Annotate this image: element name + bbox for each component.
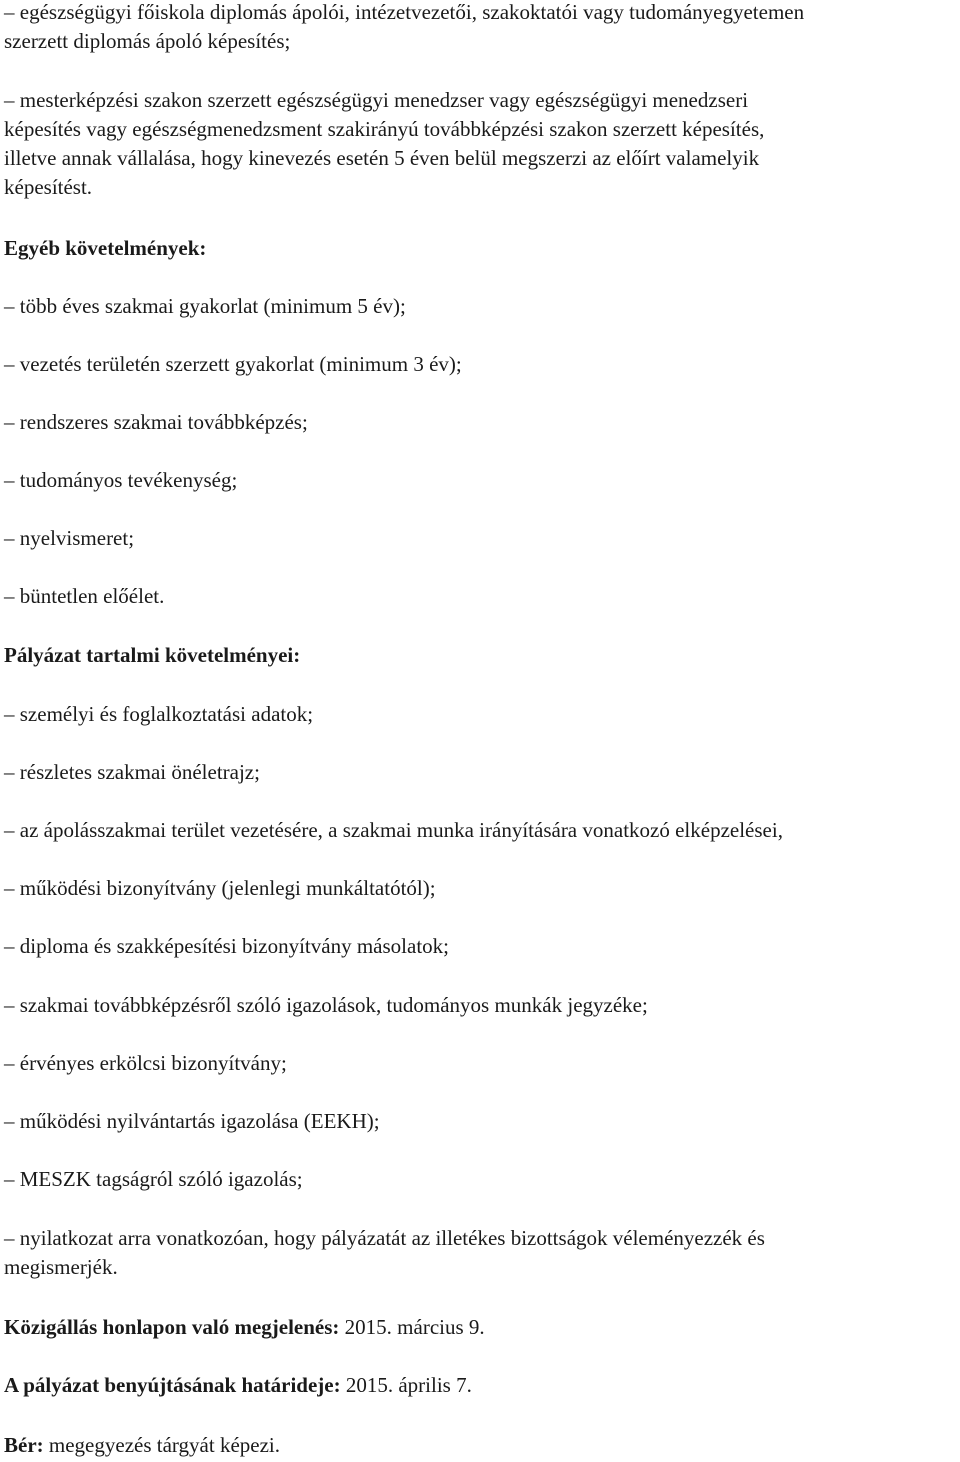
list-item: – működési bizonyítvány (jelenlegi munkáltatótól);: [4, 876, 436, 900]
salary-value: megegyezés tárgyát képezi.: [43, 1433, 280, 1457]
list-item: – tudományos tevékenység;: [4, 468, 238, 492]
list-item: – nyilatkozat arra vonatkozóan, hogy pályázatát az illetékes bizottságok véleményezzék és: [4, 1226, 765, 1250]
list-item: – az ápolásszakmai terület vezetésére, a szakmai munka irányítására vonatkozó elképzelései,: [4, 818, 783, 842]
publication-date-value: 2015. március 9.: [339, 1315, 485, 1339]
publication-date-label: Közigállás honlapon való megjelenés:: [4, 1315, 340, 1339]
list-item: – büntetlen előélet.: [4, 584, 165, 608]
list-item: – diploma és szakképesítési bizonyítvány másolatok;: [4, 934, 449, 958]
list-item: – vezetés területén szerzett gyakorlat (minimum 3 év);: [4, 352, 462, 376]
list-item: – részletes szakmai önéletrajz;: [4, 760, 260, 784]
section-heading-other-requirements: Egyéb követelmények:: [4, 236, 207, 260]
requirement-item-line: képesítést.: [4, 175, 93, 199]
list-item: – nyelvismeret;: [4, 526, 135, 550]
list-item: – működési nyilvántartás igazolása (EEKH);: [4, 1109, 380, 1133]
application-deadline-value: 2015. április 7.: [340, 1373, 472, 1397]
salary-info: [4, 1433, 280, 1457]
requirement-item-line: – mesterképzési szakon szerzett egészségügyi menedzser vagy egészségügyi menedzseri: [4, 88, 749, 112]
application-deadline-label: A pályázat benyújtásának határideje:: [4, 1373, 341, 1397]
requirement-item-line: szerzett diplomás ápoló képesítés;: [4, 29, 291, 53]
section-heading-application-contents: Pályázat tartalmi követelményei:: [4, 643, 301, 667]
requirement-item-line: illetve annak vállalása, hogy kinevezés esetén 5 éven belül megszerzi az előírt valamelyik: [4, 146, 760, 170]
salary-label: Bér:: [4, 1433, 44, 1457]
list-item-continuation: megismerjék.: [4, 1255, 118, 1279]
list-item: – személyi és foglalkoztatási adatok;: [4, 702, 314, 726]
requirement-item-line: – egészségügyi főiskola diplomás ápolói, intézetvezetői, szakoktatói vagy tudományegyetemen: [4, 0, 805, 24]
publication-date: [4, 1315, 485, 1339]
requirement-item-line: képesítés vagy egészségmenedzsment szakirányú továbbképzési szakon szerzett képesítés,: [4, 117, 765, 141]
list-item: – több éves szakmai gyakorlat (minimum 5 év);: [4, 294, 406, 318]
list-item: – rendszeres szakmai továbbképzés;: [4, 410, 308, 434]
list-item: – érvényes erkölcsi bizonyítvány;: [4, 1051, 287, 1075]
application-deadline: [4, 1373, 472, 1397]
list-item: – MESZK tagságról szóló igazolás;: [4, 1167, 303, 1191]
list-item: – szakmai továbbképzésről szóló igazolások, tudományos munkák jegyzéke;: [4, 993, 648, 1017]
